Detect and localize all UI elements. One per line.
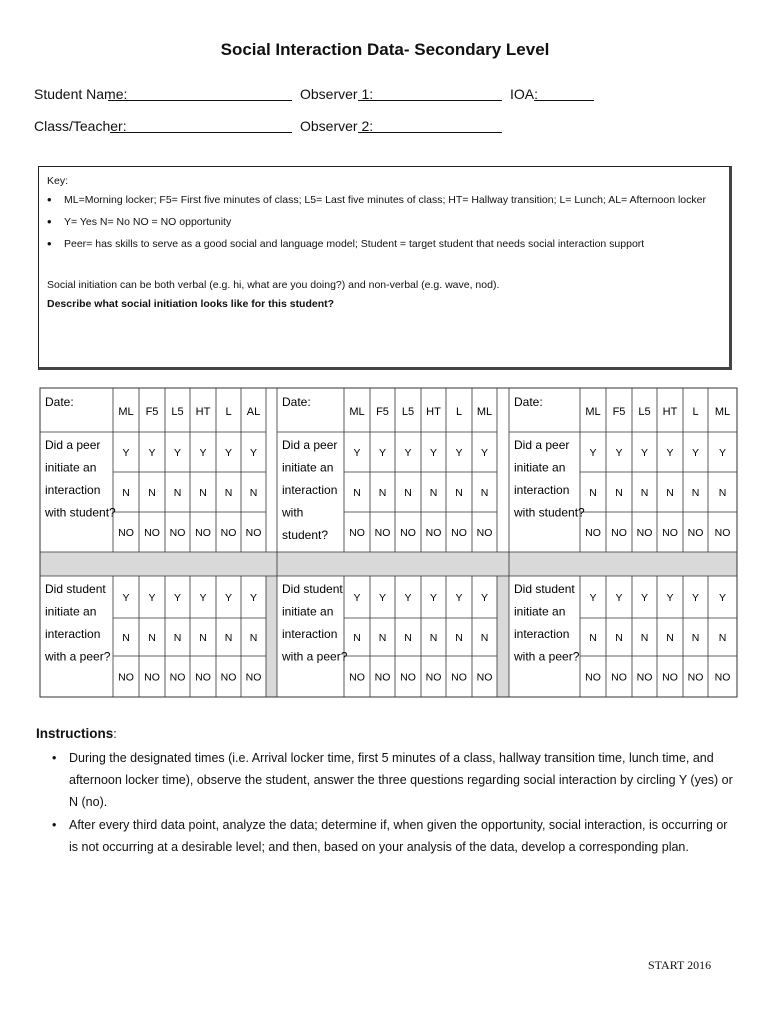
- response-option[interactable]: N: [148, 487, 156, 499]
- question-student-initiated: interaction: [514, 627, 570, 641]
- date-input[interactable]: [325, 390, 340, 428]
- question-student-initiated: initiate an: [45, 604, 97, 619]
- response-option[interactable]: Y: [249, 592, 258, 604]
- date-label: Date:: [282, 395, 311, 409]
- column-header: L: [455, 406, 463, 418]
- question-student-initiated: Did student: [282, 582, 343, 596]
- response-option[interactable]: N: [455, 632, 463, 644]
- response-option[interactable]: NO: [662, 527, 678, 539]
- question-student-initiated: initiate an: [514, 604, 566, 619]
- response-option[interactable]: N: [122, 632, 130, 644]
- observer1-label: Observer 1:: [300, 86, 374, 102]
- response-option[interactable]: Y: [589, 592, 597, 604]
- response-option[interactable]: NO: [585, 671, 601, 684]
- tables-outer-border: [40, 388, 737, 697]
- response-option[interactable]: N: [378, 632, 387, 644]
- instructions-colon: :: [113, 727, 117, 741]
- response-option[interactable]: Y: [199, 592, 207, 604]
- response-option[interactable]: N: [404, 487, 412, 499]
- question-peer-initiated: initiate an: [514, 460, 566, 475]
- response-option[interactable]: NO: [144, 527, 160, 539]
- response-option[interactable]: N: [666, 632, 674, 644]
- response-option[interactable]: N: [353, 632, 361, 644]
- class-teacher-label: Class/Teacher:: [34, 118, 127, 134]
- response-option[interactable]: N: [640, 632, 649, 644]
- question-peer-initiated: Did a peer: [45, 438, 101, 452]
- response-option[interactable]: N: [589, 487, 597, 499]
- response-option[interactable]: N: [615, 487, 623, 499]
- response-option[interactable]: Y: [122, 592, 130, 604]
- response-option[interactable]: N: [691, 487, 700, 499]
- response-option[interactable]: Y: [691, 447, 700, 459]
- response-option[interactable]: NO: [425, 527, 442, 539]
- response-option[interactable]: NO: [374, 527, 391, 539]
- column-header: ML: [118, 406, 134, 418]
- response-option[interactable]: Y: [429, 592, 438, 604]
- response-option[interactable]: NO: [220, 527, 237, 539]
- question-student-initiated: interaction: [45, 627, 101, 641]
- response-option[interactable]: NO: [636, 527, 653, 539]
- response-option[interactable]: Y: [378, 447, 387, 459]
- question-peer-initiated: with: [282, 505, 304, 520]
- response-option[interactable]: Y: [404, 447, 412, 459]
- key-item: • Peer= has skills to serve as a good social and language model; Student = target student that needs social interaction support: [47, 237, 706, 259]
- response-option[interactable]: Y: [173, 592, 182, 604]
- question-peer-initiated: with student?: [45, 505, 116, 520]
- response-option[interactable]: N: [429, 632, 438, 644]
- question-peer-initiated: student?: [282, 528, 329, 542]
- response-option[interactable]: NO: [611, 527, 627, 539]
- response-option[interactable]: NO: [195, 671, 211, 684]
- column-header: L5: [638, 406, 651, 418]
- response-option[interactable]: Y: [666, 592, 674, 604]
- column-header: L: [692, 406, 699, 418]
- response-option[interactable]: Y: [691, 592, 700, 604]
- date-label: Date:: [514, 395, 543, 409]
- column-header: HT: [662, 406, 678, 418]
- column-header: AL: [246, 406, 261, 418]
- response-option[interactable]: NO: [118, 671, 134, 684]
- date-input[interactable]: [88, 390, 109, 428]
- key-title: Key:: [47, 175, 69, 187]
- response-option[interactable]: N: [691, 632, 700, 644]
- question-peer-initiated: with student?: [514, 505, 585, 520]
- response-option[interactable]: NO: [220, 671, 237, 684]
- response-option[interactable]: Y: [640, 592, 649, 604]
- question-student-initiated: with a peer?: [514, 649, 580, 664]
- column-header: F5: [376, 406, 389, 418]
- response-option[interactable]: NO: [611, 671, 627, 684]
- instruction-item: • After every third data point, analyze the data; determine if, when given the opportunity, social interaction, is occurring or is not occurring at a desirable level; and then, based on your analysis of the data, develop a corresponding plan.: [36, 814, 736, 858]
- response-option[interactable]: N: [615, 632, 623, 644]
- response-option[interactable]: Y: [640, 447, 649, 459]
- response-option[interactable]: NO: [451, 671, 467, 684]
- response-option[interactable]: NO: [636, 671, 653, 684]
- response-option[interactable]: NO: [476, 527, 493, 539]
- response-option[interactable]: N: [224, 487, 233, 499]
- question-student-initiated: interaction: [282, 627, 338, 641]
- observer2-label: Observer 2:: [300, 118, 374, 134]
- response-option[interactable]: NO: [349, 527, 365, 539]
- question-student-initiated: Did student: [514, 582, 575, 596]
- response-option[interactable]: Y: [480, 447, 489, 459]
- column-header: ML: [349, 406, 365, 418]
- response-option[interactable]: N: [249, 487, 258, 499]
- response-option[interactable]: NO: [245, 671, 262, 684]
- response-option[interactable]: N: [378, 487, 387, 499]
- column-header: F5: [612, 406, 626, 418]
- key-item: • ML=Morning locker; F5= First five minutes of class; L5= Last five minutes of class; HT= Hallway transition; L= Lunch; AL= Afternoon locker: [47, 193, 706, 215]
- question-student-initiated: with a peer?: [282, 649, 348, 664]
- response-option[interactable]: Y: [455, 447, 463, 459]
- response-option[interactable]: N: [173, 632, 182, 644]
- date-input[interactable]: [557, 390, 576, 428]
- response-option[interactable]: Y: [353, 447, 361, 459]
- response-option[interactable]: Y: [378, 592, 387, 604]
- response-option[interactable]: N: [224, 632, 233, 644]
- column-header: L5: [171, 406, 184, 418]
- column-header: L5: [401, 406, 415, 418]
- question-peer-initiated: Did a peer: [282, 438, 338, 452]
- instruction-item: • During the designated times (i.e. Arrival locker time, first 5 minutes of a class, hallway transition time, lunch time, and afternoon locker time), observe the student, answer the three questions regarding social interaction by circling Y (yes) or N (no).: [36, 747, 736, 813]
- response-option[interactable]: N: [122, 487, 130, 499]
- response-option[interactable]: N: [718, 487, 727, 499]
- response-option[interactable]: NO: [245, 527, 262, 539]
- question-peer-initiated: interaction: [514, 483, 570, 497]
- social-initiation-note: Social initiation can be both verbal (e.g. hi, what are you doing?) and non-verbal (e.g. wave, nod).: [47, 279, 500, 291]
- response-option[interactable]: NO: [118, 527, 134, 539]
- key-item: • Y= Yes N= No NO = NO opportunity: [47, 215, 706, 237]
- response-option[interactable]: Y: [615, 447, 623, 459]
- question-student-initiated: initiate an: [282, 604, 334, 619]
- response-option[interactable]: NO: [400, 527, 416, 539]
- response-option[interactable]: NO: [714, 527, 731, 539]
- response-option[interactable]: Y: [589, 447, 597, 459]
- table-gutter: [266, 552, 277, 697]
- ioa-label: IOA:: [510, 86, 539, 102]
- response-option[interactable]: Y: [249, 447, 258, 459]
- response-option[interactable]: Y: [615, 592, 623, 604]
- column-header: L: [225, 406, 232, 418]
- response-option[interactable]: NO: [425, 671, 442, 684]
- response-option[interactable]: Y: [224, 592, 233, 604]
- response-option[interactable]: NO: [400, 671, 416, 684]
- column-header: HT: [426, 406, 441, 418]
- column-header: ML: [585, 406, 601, 418]
- column-header: ML: [714, 406, 731, 418]
- page-title: Social Interaction Data- Secondary Level: [220, 40, 550, 59]
- question-peer-initiated: initiate an: [45, 460, 97, 475]
- response-option[interactable]: Y: [404, 592, 412, 604]
- instructions-heading: Instructions: [36, 726, 114, 741]
- column-header: ML: [476, 406, 493, 418]
- table-separator-band: [40, 552, 737, 576]
- question-peer-initiated: Did a peer: [514, 438, 570, 452]
- response-option[interactable]: Y: [455, 592, 463, 604]
- response-option[interactable]: N: [455, 487, 463, 499]
- response-option[interactable]: NO: [476, 671, 493, 684]
- response-option[interactable]: N: [480, 632, 489, 644]
- response-option[interactable]: N: [173, 487, 182, 499]
- table-gutter: [497, 552, 509, 697]
- question-peer-initiated: interaction: [282, 483, 338, 497]
- response-option[interactable]: N: [429, 487, 438, 499]
- response-option[interactable]: NO: [169, 527, 186, 539]
- response-option[interactable]: Y: [122, 447, 130, 459]
- response-option[interactable]: Y: [148, 592, 156, 604]
- column-header: F5: [145, 406, 159, 418]
- response-option[interactable]: N: [148, 632, 156, 644]
- response-option[interactable]: N: [666, 487, 674, 499]
- response-option[interactable]: NO: [451, 527, 467, 539]
- student-name-label: Student Name:: [34, 86, 128, 102]
- response-option[interactable]: N: [640, 487, 649, 499]
- column-header: HT: [195, 406, 211, 418]
- response-option[interactable]: NO: [169, 671, 186, 684]
- response-option[interactable]: Y: [666, 447, 674, 459]
- response-option[interactable]: N: [199, 487, 207, 499]
- response-option[interactable]: NO: [687, 527, 704, 539]
- response-option[interactable]: Y: [429, 447, 438, 459]
- response-option[interactable]: NO: [662, 671, 678, 684]
- response-option[interactable]: N: [404, 632, 412, 644]
- response-option[interactable]: NO: [349, 671, 365, 684]
- question-peer-initiated: initiate an: [282, 460, 334, 475]
- response-option[interactable]: NO: [374, 671, 391, 684]
- response-option[interactable]: Y: [199, 447, 207, 459]
- instructions: [36, 726, 736, 859]
- response-option[interactable]: Y: [148, 447, 156, 459]
- response-option[interactable]: Y: [353, 592, 361, 604]
- response-option[interactable]: Y: [224, 447, 233, 459]
- question-student-initiated: with a peer?: [45, 649, 111, 664]
- response-option[interactable]: N: [480, 487, 489, 499]
- response-option[interactable]: NO: [195, 527, 211, 539]
- response-option[interactable]: Y: [173, 447, 182, 459]
- response-option[interactable]: N: [718, 632, 727, 644]
- response-option[interactable]: NO: [144, 671, 160, 684]
- question-peer-initiated: interaction: [45, 483, 101, 497]
- footer-text: START 2016: [648, 958, 712, 972]
- response-option[interactable]: NO: [585, 527, 601, 539]
- response-option[interactable]: NO: [687, 671, 704, 684]
- date-label: Date:: [45, 395, 74, 409]
- response-option[interactable]: N: [589, 632, 597, 644]
- response-option[interactable]: N: [249, 632, 258, 644]
- describe-prompt: Describe what social initiation looks like for this student?: [47, 298, 335, 310]
- response-option[interactable]: N: [353, 487, 361, 499]
- response-option[interactable]: Y: [718, 592, 727, 604]
- response-option[interactable]: NO: [714, 671, 731, 684]
- instructions-list: [36, 747, 736, 858]
- response-option[interactable]: Y: [718, 447, 727, 459]
- question-student-initiated: Did student: [45, 582, 106, 596]
- response-option[interactable]: N: [199, 632, 207, 644]
- response-option[interactable]: Y: [480, 592, 489, 604]
